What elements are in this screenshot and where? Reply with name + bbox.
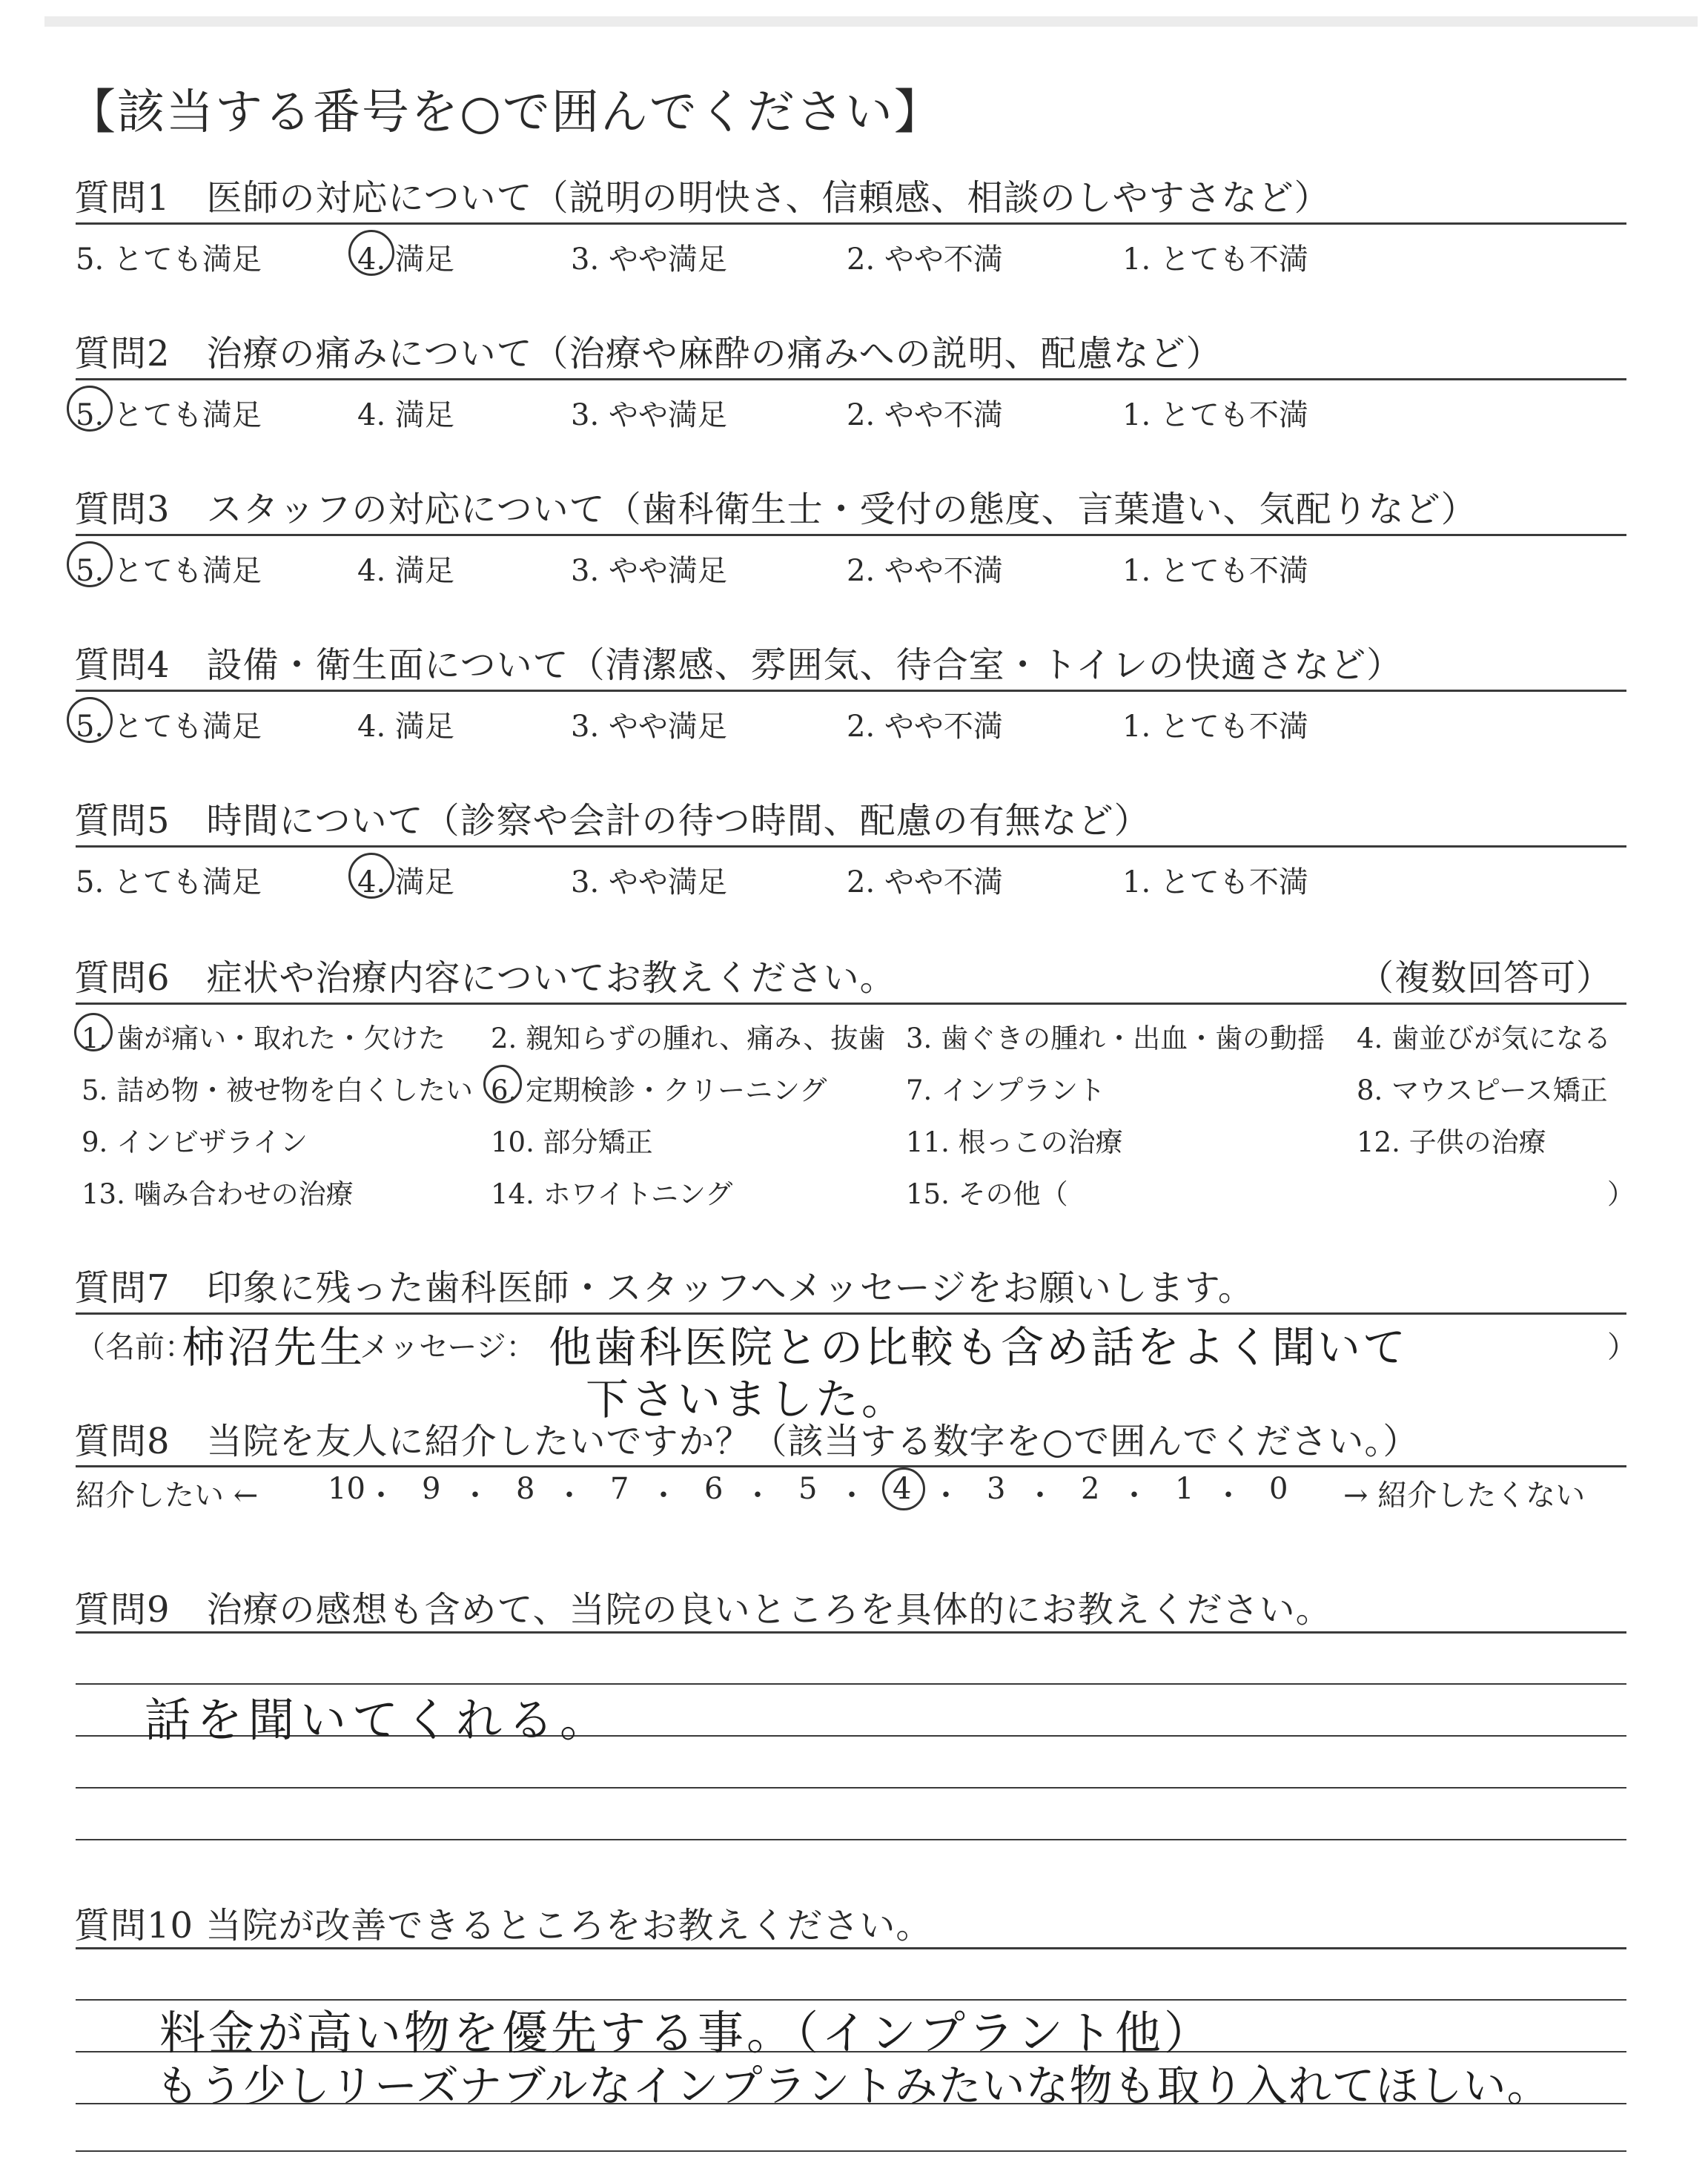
- q2-selection-circle: [67, 386, 113, 432]
- q6-option-13[interactable]: 13. 噛み合わせの治療: [82, 1178, 354, 1210]
- q1-option-2[interactable]: 2. やや不満: [847, 242, 1003, 277]
- q7-title: 質問7 印象に残った歯科医師・スタッフへメッセージをお願いします。: [74, 1267, 1254, 1309]
- q6-option-1[interactable]: 1. 歯が痛い・取れた・欠けた: [82, 1023, 446, 1054]
- q8-right-label: → 紹介したくない: [1343, 1479, 1586, 1513]
- q8-separator: ・: [1214, 1479, 1243, 1513]
- q3-title: 質問3 スタッフの対応について（歯科衛生士・受付の態度、言葉遣い、気配りなど）: [74, 489, 1477, 530]
- q6-option-3[interactable]: 3. 歯ぐきの腫れ・出血・歯の動揺: [906, 1023, 1325, 1054]
- q8-separator: ・: [837, 1479, 867, 1513]
- q5-option-4[interactable]: 4. 満足: [357, 865, 454, 899]
- q1-option-4[interactable]: 4. 満足: [357, 242, 454, 277]
- q8-separator: ・: [555, 1479, 584, 1513]
- q8-rule: [76, 1465, 1626, 1467]
- q3-option-2[interactable]: 2. やや不満: [847, 554, 1003, 588]
- q3-option-3[interactable]: 3. やや満足: [571, 554, 727, 588]
- q4-option-4[interactable]: 4. 満足: [357, 710, 454, 744]
- q6-option-2[interactable]: 2. 親知らずの腫れ、痛み、抜歯: [491, 1023, 886, 1054]
- q8-score-5[interactable]: 5: [798, 1472, 818, 1506]
- q7-message-label: メッセージ：: [360, 1330, 536, 1364]
- q10-rule-1: [76, 1947, 1626, 1949]
- q8-score-0[interactable]: 0: [1269, 1472, 1288, 1506]
- q3-selection-circle: [67, 541, 113, 587]
- q8-left-label: 紹介したい ←: [76, 1479, 259, 1513]
- q2-option-5[interactable]: 5. とても満足: [76, 398, 262, 432]
- q8-score-4[interactable]: 4: [893, 1472, 912, 1506]
- q8-separator: ・: [366, 1479, 396, 1513]
- q2-rule: [76, 378, 1626, 380]
- q6-option-4[interactable]: 4. 歯並びが気になる: [1357, 1023, 1612, 1054]
- q8-separator: ・: [931, 1479, 961, 1513]
- q2-option-2[interactable]: 2. やや不満: [847, 398, 1003, 432]
- q8-score-9[interactable]: 9: [422, 1472, 441, 1506]
- q1-rule: [76, 222, 1626, 225]
- q8-score-7[interactable]: 7: [610, 1472, 629, 1506]
- q7-close-paren: ）: [1607, 1330, 1637, 1364]
- q2-option-4[interactable]: 4. 満足: [357, 398, 454, 432]
- q8-separator: ・: [460, 1479, 490, 1513]
- q9-rule-4: [76, 1787, 1626, 1789]
- q1-selection-circle: [348, 230, 394, 276]
- q5-option-2[interactable]: 2. やや不満: [847, 865, 1003, 899]
- q8-score-3[interactable]: 3: [987, 1472, 1006, 1506]
- q6-option-7[interactable]: 7. インプラント: [906, 1074, 1106, 1106]
- q8-title: 質問8 当院を友人に紹介したいですか？（該当する数字を○で囲んでください。）: [74, 1421, 1420, 1462]
- q8-score-1[interactable]: 1: [1175, 1472, 1194, 1506]
- q5-option-3[interactable]: 3. やや満足: [571, 865, 727, 899]
- q5-title: 質問5 時間について（診察や会計の待つ時間、配慮の有無など）: [74, 800, 1151, 842]
- q6-option-8[interactable]: 8. マウスピース矯正: [1357, 1074, 1608, 1106]
- q3-option-5[interactable]: 5. とても満足: [76, 554, 262, 588]
- q6-title: 質問6 症状や治療内容についてお教えください。: [74, 957, 896, 999]
- q9-rule-5: [76, 1839, 1626, 1840]
- q4-option-3[interactable]: 3. やや満足: [571, 710, 727, 744]
- q8-separator: ・: [743, 1479, 772, 1513]
- q5-option-5[interactable]: 5. とても満足: [76, 865, 262, 899]
- q10-answer-line2[interactable]: もう少しリーズナブルなインプラントみたいな物も取り入れてほしい。: [156, 2061, 1551, 2111]
- q7-name-label: （名前：: [76, 1330, 194, 1364]
- q4-option-2[interactable]: 2. やや不満: [847, 710, 1003, 744]
- q7-message-line2[interactable]: 下さいました。: [586, 1374, 908, 1424]
- q1-option-3[interactable]: 3. やや満足: [571, 242, 727, 277]
- q6-option-6[interactable]: 6. 定期検診・クリーニング: [491, 1074, 827, 1106]
- q7-name-value[interactable]: 柿沼先生: [182, 1322, 366, 1373]
- q8-separator: ・: [1025, 1479, 1055, 1513]
- q4-selection-circle: [67, 697, 113, 743]
- q3-option-4[interactable]: 4. 満足: [357, 554, 454, 588]
- q8-score-8[interactable]: 8: [516, 1472, 535, 1506]
- q3-option-1[interactable]: 1. とても不満: [1122, 554, 1308, 588]
- q6-other-close: ）: [1607, 1178, 1635, 1210]
- q5-rule: [76, 845, 1626, 848]
- q8-score-6[interactable]: 6: [704, 1472, 724, 1506]
- q1-title: 質問1 医師の対応について（説明の明快さ、信頼感、相談のしやすさなど）: [74, 177, 1331, 219]
- q1-option-5[interactable]: 5. とても満足: [76, 242, 262, 277]
- q2-option-3[interactable]: 3. やや満足: [571, 398, 727, 432]
- page-heading: 【該当する番号を○で囲んでください】: [68, 85, 943, 140]
- q2-title: 質問2 治療の痛みについて（治療や麻酔の痛みへの説明、配慮など）: [74, 333, 1222, 374]
- q6-rule: [76, 1003, 1626, 1005]
- q2-option-1[interactable]: 1. とても不満: [1122, 398, 1308, 432]
- q5-option-1[interactable]: 1. とても不満: [1122, 865, 1308, 899]
- q4-rule: [76, 690, 1626, 692]
- q4-title: 質問4 設備・衛生面について（清潔感、雰囲気、待合室・トイレの快適さなど）: [74, 644, 1403, 686]
- q8-separator: ・: [649, 1479, 678, 1513]
- q10-title: 質問10 当院が改善できるところをお教えください。: [74, 1905, 933, 1946]
- q6-option-15[interactable]: 15. その他（: [906, 1178, 1068, 1210]
- q5-selection-circle: [348, 853, 394, 899]
- q6-selection-circle-1: [74, 1013, 113, 1051]
- q6-option-10[interactable]: 10. 部分矯正: [491, 1126, 653, 1158]
- q1-option-1[interactable]: 1. とても不満: [1122, 242, 1308, 277]
- q6-note: （複数回答可）: [1358, 957, 1613, 999]
- q6-option-14[interactable]: 14. ホワイトニング: [491, 1178, 733, 1210]
- scan-edge: [44, 16, 1698, 27]
- q6-selection-circle-6: [483, 1065, 522, 1103]
- q8-score-10[interactable]: 10: [328, 1472, 365, 1506]
- q9-rule-1: [76, 1631, 1626, 1634]
- q8-score-2[interactable]: 2: [1081, 1472, 1100, 1506]
- q10-answer-line1[interactable]: 料金が高い物を優先する事。（インプラント他）: [159, 2006, 1214, 2060]
- q7-message-line1[interactable]: 他歯科医院との比較も含め話をよく聞いて: [549, 1322, 1409, 1373]
- q8-selection-circle: [882, 1467, 925, 1510]
- q4-option-1[interactable]: 1. とても不満: [1122, 710, 1308, 744]
- q6-option-5[interactable]: 5. 詰め物・被せ物を白くしたい: [82, 1074, 474, 1106]
- q6-option-9[interactable]: 9. インビザライン: [82, 1126, 308, 1158]
- q9-answer[interactable]: 話を聞いてくれる。: [145, 1693, 612, 1747]
- q4-option-5[interactable]: 5. とても満足: [76, 710, 262, 744]
- q10-rule-5: [76, 2150, 1626, 2152]
- q9-title: 質問9 治療の感想も含めて、当院の良いところを具体的にお教えください。: [74, 1589, 1332, 1631]
- q6-option-12[interactable]: 12. 子供の治療: [1357, 1126, 1546, 1158]
- q8-separator: ・: [1119, 1479, 1149, 1513]
- q6-option-11[interactable]: 11. 根っこの治療: [906, 1126, 1123, 1158]
- q3-rule: [76, 534, 1626, 536]
